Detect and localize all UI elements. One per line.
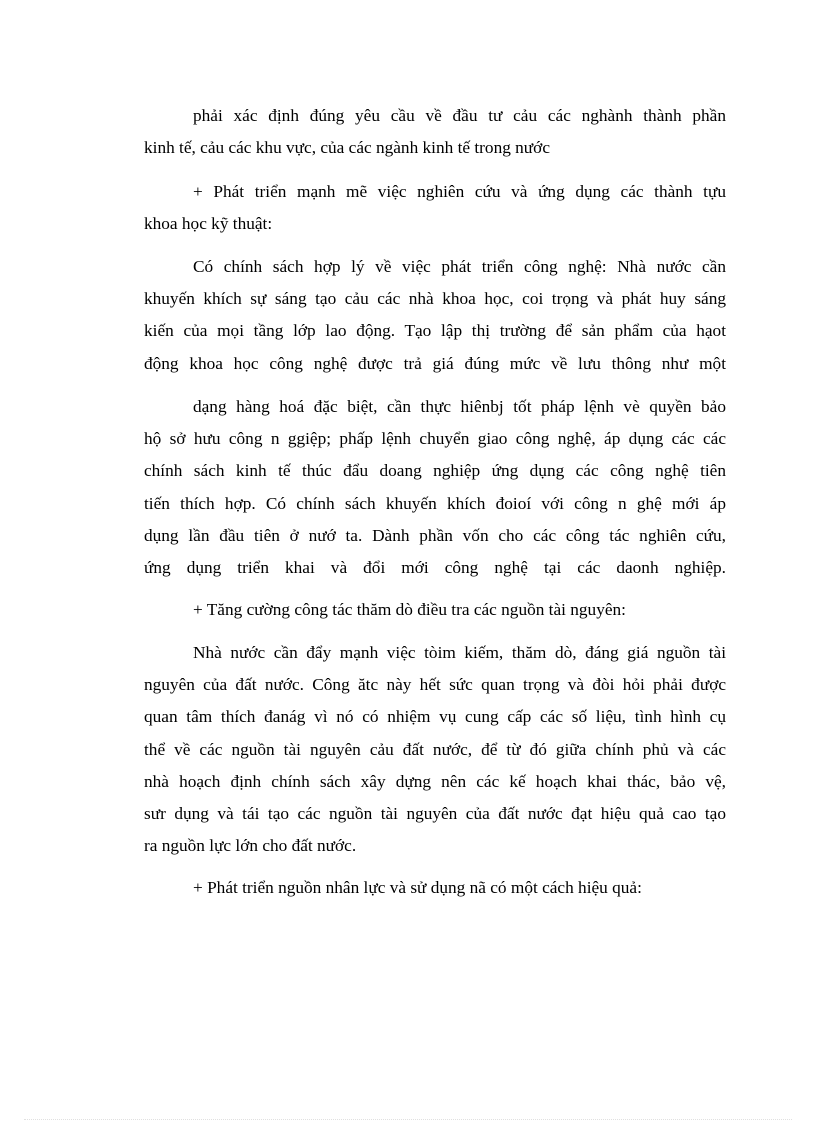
text-line: khoa học kỹ thuật:	[144, 214, 273, 234]
text-line: chính sách kinh tế thúc đẩu doang nghiệp ứng dụng các công nghệ tiên	[144, 461, 726, 481]
text-line: kiến của mọi tầng lớp lao động. Tạo lập thị trường để sản phẩm của hạot	[144, 321, 726, 341]
text-line: dạng hàng hoá đặc biệt, cần thực hiênbj tốt pháp lệnh vè quyền bảo	[193, 397, 726, 416]
text-line: kinh tế, cảu các khu vực, của các ngành kinh tế trong nước	[144, 138, 550, 158]
text-line: hộ sở hưu công n ggiệp; phấp lệnh chuyển giao công nghệ, áp dụng các các	[144, 429, 726, 449]
paragraph-5	[144, 594, 726, 626]
text-line: + Phát triển mạnh mẽ việc nghiên cứu và ứng dụng các thành tựu	[193, 182, 726, 201]
text-line: quan tâm thích đanág vì nó có nhiệm vụ cung cấp các số liệu, tình hình cụ	[144, 707, 726, 727]
text-line: phải xác định đúng yêu cầu về đầu tư cảu các nghành thành phần	[193, 106, 726, 125]
text-line: dụng lần đầu tiên ở nướ ta. Dành phần vốn cho các công tác nghiên cứu,	[144, 525, 726, 545]
text-line: + Phát triển nguồn nhân lực và sử dụng nã có một cách hiệu quả:	[193, 878, 642, 897]
text-line: động khoa học công nghệ được trả giá đúng mức về lưu thông như một	[144, 353, 726, 373]
text-line: ra nguồn lực lớn cho đất nước.	[144, 836, 357, 856]
text-line: nhà hoạch định chính sách xây dựng nên các kế hoạch khai thác, bảo vệ,	[144, 771, 726, 791]
text-line: ứng dụng triển khai và đổi mới công nghệ tại các daonh nghiệp.	[144, 557, 726, 577]
paragraph-6	[144, 637, 726, 862]
paragraph-3	[144, 251, 726, 380]
text-line: + Tăng cường công tác thăm dò điều tra các nguồn tài nguyên:	[193, 600, 626, 619]
text-line: sưr dụng và tái tạo các nguồn tài nguyên của đất nước đạt hiệu quả cao tạo	[144, 803, 726, 823]
text-line: khuyến khích sự sáng tạo cảu các nhà khoa học, coi trọng và phát huy sáng	[144, 289, 726, 309]
text-line: Nhà nước cần đẩy mạnh việc tòim kiếm, thăm dò, đáng giá nguồn tài	[193, 643, 726, 662]
text-line: Có chính sách hợp lý về việc phát triển công nghệ: Nhà nước cần	[193, 257, 726, 276]
paragraph-1	[144, 100, 726, 164]
text-line: nguyên của đất nước. Công ătc này hết sức quan trọng và đòi hỏi phải được	[144, 675, 726, 695]
text-line: thể về các nguồn tài nguyên cảu đất nước, để từ đó giữa chính phủ và các	[144, 739, 726, 759]
paragraph-7	[144, 872, 726, 904]
text-line: tiến thích hợp. Có chính sách khuyến khích đoioí với công n ghệ mới áp	[144, 493, 726, 513]
page-bottom-divider	[24, 1119, 792, 1120]
paragraph-2	[144, 176, 726, 240]
paragraph-4	[144, 391, 726, 584]
